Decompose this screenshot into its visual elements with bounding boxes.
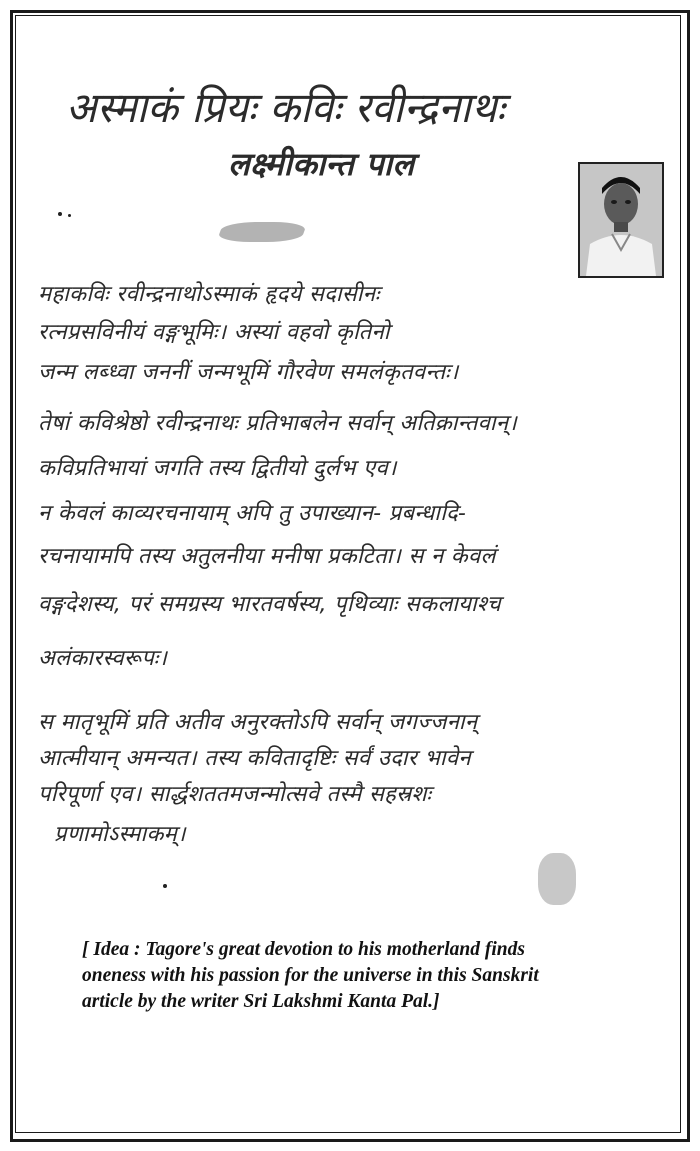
text-line: अलंकारस्वरूपः। (38, 646, 168, 671)
text-line: आत्मीयान् अमन्यत। तस्य कवितादृष्टिः सर्वं उदार भावेन (38, 746, 471, 771)
author-name: लक्ष्मीकान्त पाल (228, 145, 415, 183)
text-line: तेषां कविश्रेष्ठो रवीन्द्रनाथः प्रतिभाबलेन सर्वान् अतिक्रान्तवान्। (38, 411, 518, 436)
idea-line: [ Idea : Tagore's great devotion to his motherland finds (82, 939, 525, 960)
text-line: जन्म लब्ध्वा जननीं जन्मभूमिं गौरवेण समलंकृतवन्तः। (38, 360, 459, 385)
text-line: रचनायामपि तस्य अतुलनीया मनीषा प्रकटिता। स न केवलं (38, 544, 496, 569)
scan-dot (58, 212, 62, 216)
article-title: अस्माकं प्रियः कविः रवीन्द्रनाथः (66, 83, 505, 133)
idea-note (82, 937, 622, 1015)
scan-dot (68, 214, 71, 217)
text-line: न केवलं काव्यरचनायाम् अपि तु उपाख्यान- प्रबन्धादि- (38, 501, 467, 526)
idea-line: article by the writer Sri Lakshmi Kanta Pal.] (82, 991, 440, 1012)
portrait-image (580, 164, 662, 276)
scan-dot (163, 884, 167, 888)
scan-smudge (538, 853, 576, 905)
idea-line: oneness with his passion for the universe in this Sanskrit (82, 965, 539, 986)
text-line: परिपूर्णा एव। सार्द्धशततमजन्मोत्सवे तस्मै सहस्रशः (38, 782, 432, 807)
scan-smudge (216, 222, 307, 242)
text-line: प्रणामोऽस्माकम्। (54, 822, 186, 847)
text-line: महाकविः रवीन्द्रनाथोऽस्माकं हृदये सदासीनः (38, 282, 380, 307)
author-photo (578, 162, 664, 278)
text-line: कविप्रतिभायां जगति तस्य द्वितीयो दुर्लभ एव। (38, 456, 397, 481)
text-line: स मातृभूमिं प्रति अतीव अनुरक्तोऽपि सर्वान् जगज्जनान् (38, 710, 478, 735)
text-line: रत्नप्रसविनीयं वङ्गभूमिः। अस्यां वहवो कृतिनो (38, 320, 390, 345)
text-line: वङ्गदेशस्य, परं समग्रस्य भारतवर्षस्य, पृथिव्याः सकलायाश्च (38, 592, 501, 617)
